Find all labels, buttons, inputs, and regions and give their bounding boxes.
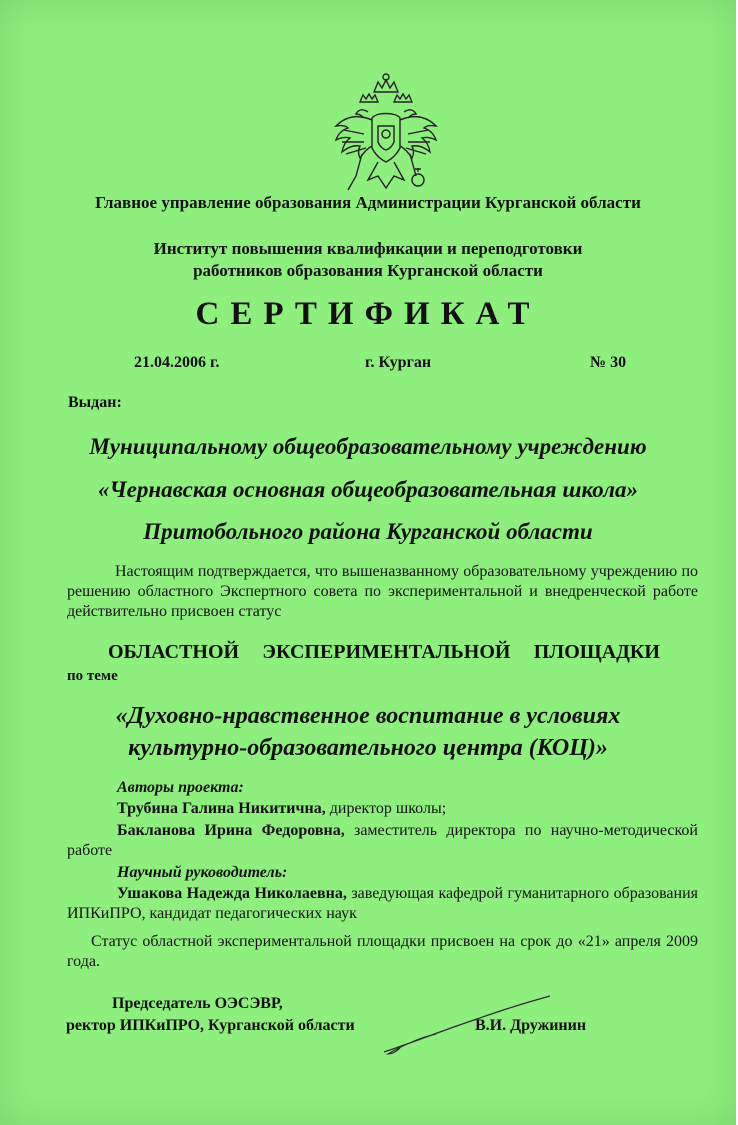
institute-line-2: работников образования Курганской области [193, 261, 543, 280]
theme-label: по теме [67, 668, 118, 684]
signatory-title-2: ректор ИПКиПРО, Курганской области [66, 1017, 355, 1034]
recipient-line-3: Притобольного района Курганской области [143, 519, 593, 544]
supervisor-entry [67, 884, 698, 924]
author-entry [67, 799, 738, 819]
signatory-title-1: Председатель ОЭСЭВР, [112, 995, 283, 1012]
issued-label: Выдан: [68, 394, 122, 411]
issuing-authority: Главное управление образования Администрации Курганской области [95, 193, 641, 212]
topic-line-2: культурно-образовательного центра (КОЦ)» [128, 735, 608, 761]
supervisor-label: Научный руководитель: [117, 864, 288, 881]
author-role: директор школы; [325, 800, 447, 817]
author-name: Бакланова Ирина Федоровна, [117, 822, 345, 839]
authors-label: Авторы проекта: [117, 779, 244, 796]
topic-line-1: «Духовно-нравственное воспитание в условиях [115, 703, 621, 729]
issue-place: г. Курган [365, 354, 432, 371]
author-role: заместитель директора по научно-методической работе [67, 822, 698, 859]
recipient-line-1: Муниципальному общеобразовательному учреждению [89, 434, 647, 459]
certificate-number: № 30 [590, 354, 627, 371]
issue-date: 21.04.2006 г. [134, 354, 220, 371]
issuing-institute [0, 238, 736, 282]
certificate-title: СЕРТИФИКАТ [195, 296, 541, 332]
validity-statement: Статус областной экспериментальной площадки присвоен на срок до «21» апреля 2009 года. [67, 933, 698, 970]
supervisor-name: Ушакова Надежда Николаевна, [117, 885, 347, 902]
coat-of-arms-emblem-icon [330, 68, 442, 196]
status-heading: ОБЛАСТНОЙ ЭКСПЕРИМЕНТАЛЬНОЙ ПЛОЩАДКИ [108, 641, 660, 663]
confirmation-paragraph: Настоящим подтверждается, что вышеназванному образовательному учреждению по решению областного Экспертного совета по экспериментальной и внедренческой работе действительно присвоен статус [67, 563, 698, 620]
handwritten-signature [380, 990, 560, 1060]
recipient-line-2: «Чернавская основная общеобразовательная школа» [97, 477, 639, 502]
author-entry [67, 821, 698, 861]
signatory-name: В.И. Дружинин [475, 1017, 587, 1034]
author-name: Трубина Галина Никитична, [117, 800, 326, 817]
institute-line-1: Институт повышения квалификации и переподготовки [153, 239, 583, 258]
supervisor-role: заведующая кафедрой гуманитарного образования ИПКиПРО, кандидат педагогических наук [67, 885, 699, 922]
